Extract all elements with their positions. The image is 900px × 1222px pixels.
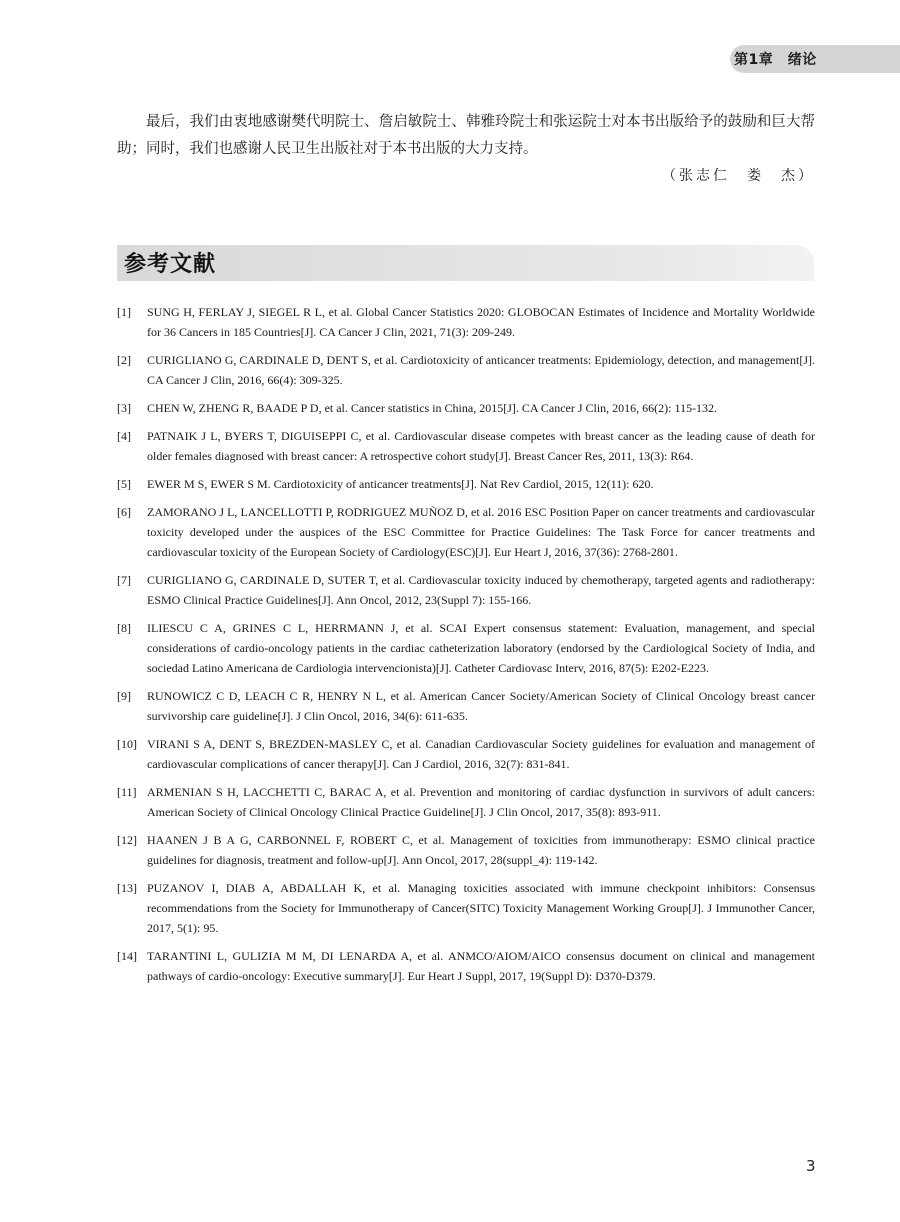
reference-item <box>117 350 815 390</box>
reference-item <box>117 502 815 562</box>
reference-item <box>117 686 815 726</box>
reference-item <box>117 946 815 986</box>
reference-text: EWER M S, EWER S M. Cardiotoxicity of anticancer treatments[J]. Nat Rev Cardiol, 2015, 12(11): 620. <box>147 477 654 491</box>
reference-item <box>117 618 815 678</box>
reference-item <box>117 426 815 466</box>
reference-item <box>117 830 815 870</box>
acknowledgement-paragraph: 最后，我们由衷地感谢樊代明院士、詹启敏院士、韩雅玲院士和张运院士对本书出版给予的鼓励和巨大帮助；同时，我们也感谢人民卫生出版社对于本书出版的大力支持。 <box>117 114 815 157</box>
reference-number: [12] <box>117 833 137 847</box>
reference-text: ILIESCU C A, GRINES C L, HERRMANN J, et al. SCAI Expert consensus statement: Evaluation, management, and special considerations of cardio-oncology patients in the cardiac catheterization laboratory (endorsed by the Cardiological Society of India, and sociedad Latino Americana de Cardiologia intervencionista)[J]. Catheter Cardiovasc Interv, 2016, 87(5): E202-E223. <box>147 621 815 675</box>
reference-text: HAANEN J B A G, CARBONNEL F, ROBERT C, et al. Management of toxicities from immunotherapy: ESMO clinical practice guidelines for diagnosis, treatment and follow-up[J]. Ann Oncol, 2017, 28(suppl_4): 119-142. <box>147 833 815 867</box>
references-heading-bar <box>117 245 814 281</box>
reference-text: CURIGLIANO G, CARDINALE D, SUTER T, et al. Cardiovascular toxicity induced by chemotherapy, targeted agents and radiotherapy: ESMO Clinical Practice Guidelines[J]. Ann Oncol, 2012, 23(Suppl 7): 155-166. <box>147 573 815 607</box>
reference-text: ARMENIAN S H, LACCHETTI C, BARAC A, et al. Prevention and monitoring of cardiac dysfunction in survivors of adult cancers: American Society of Clinical Oncology Clinical Practice Guideline[J]. J Clin Oncol, 2017, 35(8): 893-911. <box>147 785 815 819</box>
reference-text: RUNOWICZ C D, LEACH C R, HENRY N L, et al. American Cancer Society/American Society of Clinical Oncology breast cancer survivorship care guideline[J]. J Clin Oncol, 2016, 34(6): 611-635. <box>147 689 815 723</box>
reference-text: CHEN W, ZHENG R, BAADE P D, et al. Cancer statistics in China, 2015[J]. CA Cancer J Clin, 2016, 66(2): 115-132. <box>147 401 718 415</box>
reference-text: SUNG H, FERLAY J, SIEGEL R L, et al. Global Cancer Statistics 2020: GLOBOCAN Estimates of Incidence and Mortality Worldwide for 36 Cancers in 185 Countries[J]. CA Cancer J Clin, 2021, 71(3): 209-249. <box>147 305 815 339</box>
reference-text: PUZANOV I, DIAB A, ABDALLAH K, et al. Managing toxicities associated with immune checkpoint inhibitors: Consensus recommendations from the Society for Immunotherapy of Cancer(SITC) Toxicity Management Working Group[J]. J Immunother Cancer, 2017, 5(1): 95. <box>147 881 815 935</box>
reference-number: [5] <box>117 477 131 491</box>
reference-item <box>117 302 815 342</box>
page-number: 3 <box>806 1157 816 1175</box>
reference-text: VIRANI S A, DENT S, BREZDEN-MASLEY C, et al. Canadian Cardiovascular Society guidelines for evaluation and management of cardiovascular complications of cancer therapy[J]. Can J Cardiol, 2016, 32(7): 831-841. <box>147 737 815 771</box>
reference-number: [1] <box>117 305 131 319</box>
reference-number: [14] <box>117 949 137 963</box>
reference-number: [11] <box>117 785 137 799</box>
reference-number: [2] <box>117 353 131 367</box>
reference-text: ZAMORANO J L, LANCELLOTTI P, RODRIGUEZ MUÑOZ D, et al. 2016 ESC Position Paper on cancer treatments and cardiovascular toxicity developed under the auspices of the ESC Committee for Practice Guidelines: The Task Force for cancer treatments and cardiovascular toxicity of the European Society of Cardiology(ESC)[J]. Eur Heart J, 2016, 37(36): 2768-2801. <box>147 505 815 559</box>
reference-item <box>117 570 815 610</box>
reference-item <box>117 398 815 418</box>
reference-number: [6] <box>117 505 131 519</box>
reference-number: [9] <box>117 689 131 703</box>
reference-text: TARANTINI L, GULIZIA M M, DI LENARDA A, et al. ANMCO/AIOM/AICO consensus document on clinical and management pathways of cardio-oncology: Executive summary[J]. Eur Heart J Suppl, 2017, 19(Suppl D): D370-D379. <box>147 949 815 983</box>
references-heading: 参考文献 <box>124 252 217 277</box>
reference-item <box>117 878 815 938</box>
reference-number: [4] <box>117 429 131 443</box>
chapter-title: 第1章 绪论 <box>734 52 817 68</box>
reference-number: [3] <box>117 401 131 415</box>
reference-item <box>117 474 815 494</box>
authors-signature: （张志仁 娄 杰） <box>662 168 815 184</box>
reference-text: CURIGLIANO G, CARDINALE D, DENT S, et al. Cardiotoxicity of anticancer treatments: Epidemiology, detection, and management[J]. CA Cancer J Clin, 2016, 66(4): 309-325. <box>147 353 815 387</box>
reference-number: [7] <box>117 573 131 587</box>
reference-item <box>117 734 815 774</box>
reference-number: [10] <box>117 737 137 751</box>
reference-item <box>117 782 815 822</box>
reference-text: PATNAIK J L, BYERS T, DIGUISEPPI C, et al. Cardiovascular disease competes with breast cancer as the leading cause of death for older females diagnosed with breast cancer: A retrospective cohort study[J]. Breast Cancer Res, 2011, 13(3): R64. <box>147 429 815 463</box>
reference-number: [8] <box>117 621 131 635</box>
reference-number: [13] <box>117 881 137 895</box>
reference-list <box>117 302 815 994</box>
